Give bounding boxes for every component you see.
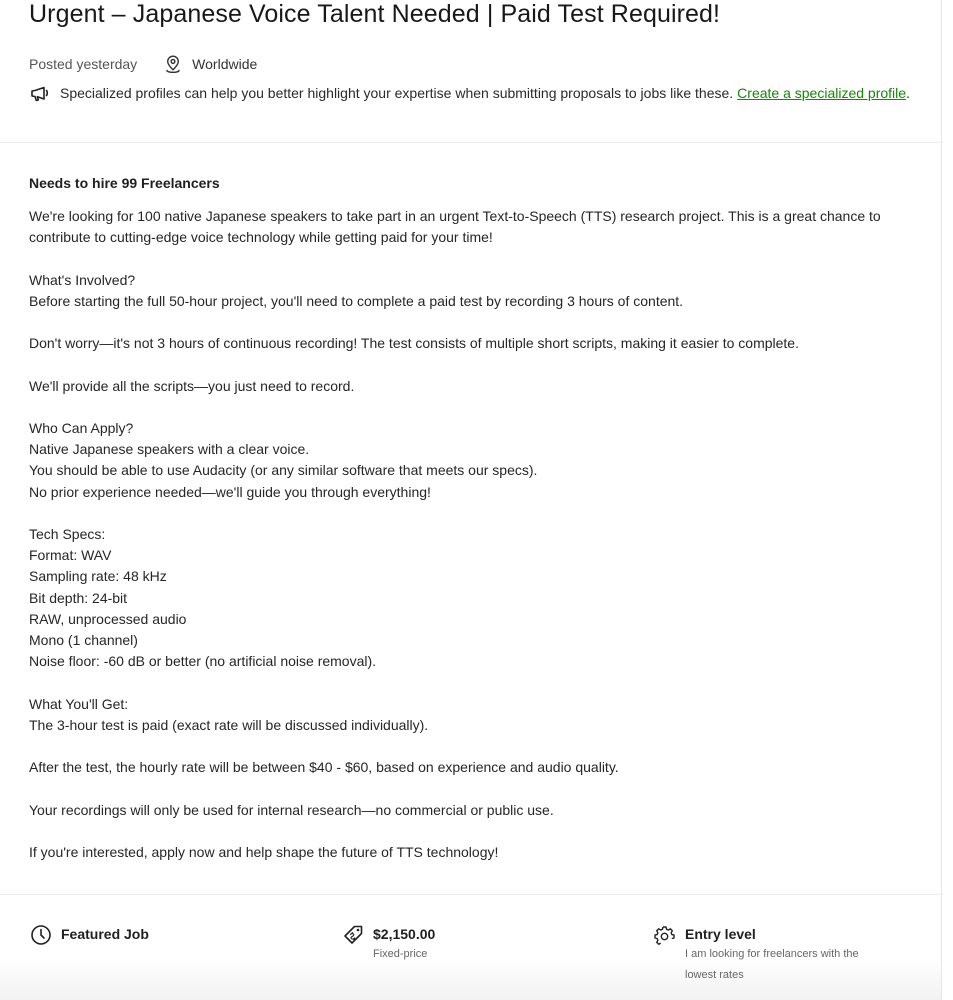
description-line: After the test, the hourly rate will be between $40 - $60, based on experience and audio quality.: [29, 759, 619, 776]
budget-type: Fixed-price: [373, 948, 428, 960]
description-line: Bit depth: 24-bit: [29, 589, 128, 606]
job-budget: [342, 924, 435, 965]
featured-job: [30, 924, 149, 946]
specialized-profile-promo: [29, 82, 910, 104]
budget-amount: $2,150.00: [373, 926, 436, 942]
hire-count: Needs to hire 99 Freelancers: [29, 175, 220, 191]
description-line: Don't worry—it's not 3 hours of continuous recording! The test consists of multiple short scripts, making it easier to complete.: [29, 335, 799, 352]
experience-level-description: I am looking for freelancers with the lowest rates: [685, 948, 859, 981]
job-features: [0, 906, 941, 1000]
description-gap: [29, 672, 909, 693]
clock-icon: [30, 924, 52, 946]
create-specialized-profile-link[interactable]: Create a specialized profile: [737, 85, 907, 101]
experience-level: [654, 924, 874, 986]
location: [163, 54, 257, 74]
description-line: Noise floor: -60 dB or better (no artificial noise removal).: [29, 653, 377, 670]
description-line: Your recordings will only be used for internal research—no commercial or public use.: [29, 801, 554, 818]
description-line: What You'll Get:: [29, 695, 129, 712]
job-title: Urgent – Japanese Voice Talent Needed | Paid Test Required!: [29, 0, 721, 28]
section-divider: [0, 142, 941, 143]
description-line: The 3-hour test is paid (exact rate will be discussed individually).: [29, 716, 429, 733]
job-meta: [29, 53, 257, 75]
description-gap: [29, 248, 909, 269]
description-line: Who Can Apply?: [29, 419, 134, 436]
description-line: No prior experience needed—we'll guide you through everything!: [29, 483, 431, 500]
price-tag-icon: [342, 924, 364, 946]
description-line: Sampling rate: 48 kHz: [29, 568, 167, 585]
promo-text: Specialized profiles can help you better highlight your expertise when submitting proposals to jobs like these.: [60, 85, 734, 101]
right-divider: [941, 0, 942, 1000]
featured-job-label: Featured Job: [61, 926, 149, 942]
location-label: Worldwide: [192, 56, 258, 72]
description-line: What's Involved?: [29, 271, 136, 288]
description-gap: [29, 778, 909, 799]
job-description: [29, 206, 909, 863]
experience-level-label: Entry level: [685, 926, 756, 942]
description-line: Format: WAV: [29, 547, 112, 564]
megaphone-icon: [29, 82, 51, 104]
promo-period: .: [906, 85, 910, 101]
description-line: If you're interested, apply now and help shape the future of TTS technology!: [29, 843, 499, 860]
description-gap: [29, 503, 909, 524]
description-gap: [29, 312, 909, 333]
posted-time: Posted yesterday: [29, 56, 138, 72]
description-gap: [29, 736, 909, 757]
description-line: RAW, unprocessed audio: [29, 610, 187, 627]
description-line: Before starting the full 50-hour project, you'll need to complete a paid test by recording 3 hours of content.: [29, 292, 684, 309]
description-line: Mono (1 channel): [29, 631, 138, 648]
location-pin-icon: [163, 54, 183, 74]
description-gap: [29, 397, 909, 418]
description-line: Native Japanese speakers with a clear voice.: [29, 441, 310, 458]
section-divider: [0, 894, 941, 895]
description-line: You should be able to use Audacity (or any similar software that meets our specs).: [29, 462, 538, 479]
gear-brain-icon: [654, 924, 676, 946]
description-gap: [29, 821, 909, 842]
description-line: We'll provide all the scripts—you just need to record.: [29, 377, 355, 394]
description-line: We're looking for 100 native Japanese speakers to take part in an urgent Text-to-Speech (TTS) research project. This is a great chance to contribute to cutting-edge voice technology while getting paid for your time!: [29, 208, 881, 246]
description-gap: [29, 354, 909, 375]
description-line: Tech Specs:: [29, 525, 106, 542]
